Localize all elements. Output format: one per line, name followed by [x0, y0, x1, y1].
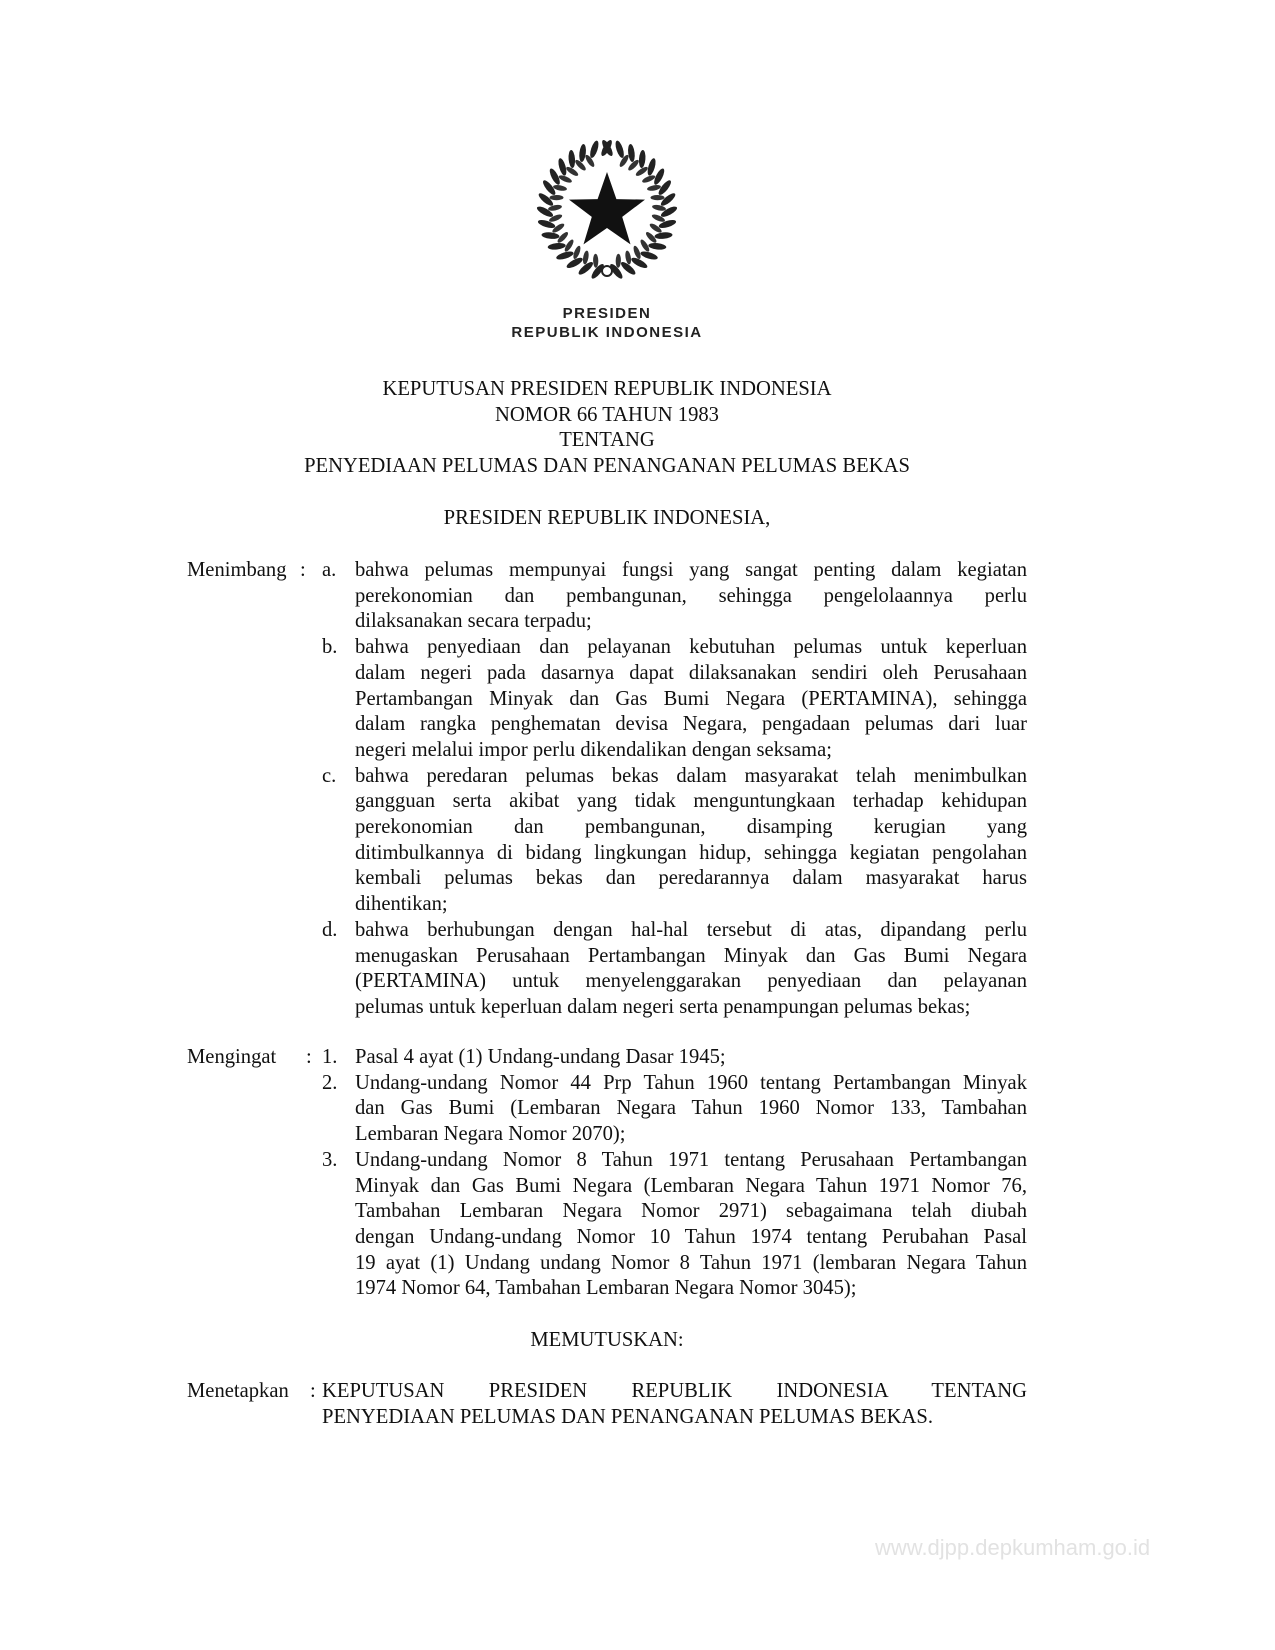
text-line: negeri melalui impor perlu dikendalikan dengan seksama;	[355, 738, 832, 761]
item-marker: 3.	[322, 1148, 338, 1171]
text-line: Pasal 4 ayat (1) Undang-undang Dasar 1945;	[355, 1046, 726, 1068]
menetapkan-label: Menetapkan	[187, 1380, 289, 1402]
item-marker: b.	[322, 636, 338, 659]
text-line: bahwa berhubungan dengan hal-hal tersebut di atas, dipandang perlu	[355, 918, 1027, 941]
memutuskan-heading: MEMUTUSKAN:	[530, 1329, 684, 1351]
item-marker: 1.	[322, 1046, 338, 1068]
text-line: Undang-undang Nomor 44 Prp Tahun 1960 tentang Pertambangan Minyak	[355, 1071, 1027, 1094]
title-line: PENYEDIAAN PELUMAS DAN PENANGANAN PELUMAS BEKAS	[304, 455, 910, 478]
wreath-leaf	[572, 245, 582, 260]
wreath-leaf	[647, 184, 662, 192]
colon: :	[300, 559, 306, 581]
wreath-leaf	[555, 250, 574, 261]
text-line: dan Gas Bumi (Lembaran Negara Tahun 1960 Nomor 133, Tambahan	[355, 1097, 1027, 1120]
wreath-leaf	[650, 195, 664, 200]
mengingat-label: Mengingat	[187, 1046, 277, 1068]
colon: :	[310, 1380, 316, 1402]
text-line: Undang-undang Nomor 8 Tahun 1971 tentang Perusahaan Pertambangan	[355, 1148, 1027, 1171]
text-line: Lembaran Negara Nomor 2070);	[355, 1123, 626, 1146]
star-shape	[569, 172, 645, 244]
text-line: perekonomian dan pembangunan, sehingga pengelolaannya perlu	[355, 584, 1027, 607]
menimbang-section	[187, 558, 1027, 1021]
menetapkan-line: PENYEDIAAN PELUMAS DAN PENANGANAN PELUMAS BEKAS.	[322, 1405, 933, 1428]
menimbang-item	[187, 558, 1027, 635]
wreath-leaf	[557, 157, 568, 176]
wreath-leaf	[553, 184, 568, 192]
letterhead-line-2: REPUBLIK INDONESIA	[511, 324, 703, 341]
wreath-leaf	[646, 157, 657, 176]
text-line: dihentikan;	[355, 893, 448, 916]
menetapkan-line: KEPUTUSAN PRESIDEN REPUBLIK INDONESIA TENTANG	[322, 1380, 1027, 1402]
wreath-ribbon	[602, 266, 612, 276]
wreath-leaf	[654, 232, 673, 240]
wreath-leaf	[648, 242, 667, 250]
wreath-leaf	[627, 144, 635, 163]
text-line: dalam negeri pada dasarnya dapat dilaksanakan sendiri oleh Perusahaan	[355, 661, 1027, 684]
text-line: bahwa peredaran pelumas bekas dalam masyarakat telah menimbulkan	[355, 764, 1027, 787]
watermark-url: www.djpp.depkumham.go.id	[875, 1535, 1151, 1560]
text-line: bahwa penyediaan dan pelayanan kebutuhan pelumas untuk keperluan	[355, 636, 1027, 659]
text-line: Minyak dan Gas Bumi Negara (Lembaran Negara Tahun 1971 Nomor 76,	[355, 1174, 1027, 1197]
wreath-leaf	[632, 245, 642, 260]
item-marker: 2.	[322, 1071, 338, 1094]
wreath-leaf	[578, 144, 586, 163]
wreath-leaf	[640, 250, 659, 261]
title-line: KEPUTUSAN PRESIDEN REPUBLIK INDONESIA	[382, 378, 832, 400]
wreath-leaf	[616, 254, 622, 268]
menimbang-item	[187, 635, 1027, 764]
wreath-leaf	[582, 250, 590, 265]
menimbang-item	[187, 918, 1027, 1021]
menimbang-item	[187, 764, 1027, 918]
text-line: kembali pelumas bekas dan peredarannya dalam masyarakat harus	[355, 867, 1027, 890]
menimbang-label: Menimbang	[187, 559, 287, 581]
wreath-leaf	[593, 254, 599, 268]
wreath-leaf	[541, 232, 560, 240]
wreath-leaf	[614, 140, 626, 159]
mengingat-item	[187, 1148, 1027, 1302]
mengingat-section	[187, 1045, 1027, 1302]
colon: :	[306, 1046, 312, 1068]
text-line: 1974 Nomor 64, Tambahan Lembaran Negara Nomor 3045);	[355, 1277, 857, 1300]
text-line: pelumas untuk keperluan dalam negeri serta penampungan pelumas bekas;	[355, 995, 971, 1018]
letterhead-line-1: PRESIDEN	[562, 305, 652, 322]
issuer: PRESIDEN REPUBLIK INDONESIA,	[443, 507, 771, 529]
item-marker: a.	[322, 559, 337, 581]
text-line: Pertambangan Minyak dan Gas Bumi Negara (PERTAMINA), sehingga	[355, 687, 1027, 710]
text-line: dengan Undang-undang Nomor 10 Tahun 1974 tentang Perubahan Pasal	[355, 1225, 1027, 1248]
presidential-emblem-icon	[532, 135, 682, 285]
text-line: perekonomian dan pembangunan, disamping kerugian yang	[355, 816, 1027, 839]
text-line: gangguan serta akibat yang tidak menguntungkaan terhadap kehidupan	[355, 790, 1027, 813]
text-line: menugaskan Perusahaan Pertambangan Minyak dan Gas Bumi Negara	[355, 944, 1027, 967]
wreath-leaf	[558, 174, 573, 184]
text-line: (PERTAMINA) untuk menyelenggarakan penyediaan dan pelayanan	[355, 970, 1027, 993]
wreath-leaf	[547, 242, 566, 250]
wreath-leaf	[549, 195, 563, 200]
wreath-leaf	[641, 174, 656, 184]
menetapkan-section	[187, 1379, 1027, 1430]
text-line: 19 ayat (1) Undang undang Nomor 8 Tahun 1971 (lembaran Negara Tahun	[355, 1251, 1027, 1274]
wreath-leaf	[638, 150, 646, 168]
wreath-leaf	[624, 250, 632, 265]
text-line: Tambahan Lembaran Negara Nomor 2971) sebagaimana telah diubah	[355, 1200, 1027, 1223]
mengingat-item	[187, 1071, 1027, 1148]
text-line: bahwa pelumas mempunyai fungsi yang sangat penting dalam kegiatan	[355, 559, 1027, 581]
text-line: dalam rangka penghematan devisa Negara, pengadaan pelumas dari luar	[355, 713, 1027, 736]
mengingat-item	[187, 1045, 1027, 1071]
wreath-leaf	[568, 150, 576, 168]
text-line: ditimbulkannya di bidang lingkungan hidup, sehingga kegiatan pengolahan	[355, 841, 1027, 864]
item-marker: d.	[322, 918, 338, 941]
document-title	[207, 377, 1007, 480]
wreath-leaf	[588, 140, 600, 159]
text-line: dilaksanakan secara terpadu;	[355, 610, 592, 633]
title-line: NOMOR 66 TAHUN 1983	[495, 403, 719, 426]
title-line: TENTANG	[559, 429, 655, 452]
item-marker: c.	[322, 764, 337, 787]
